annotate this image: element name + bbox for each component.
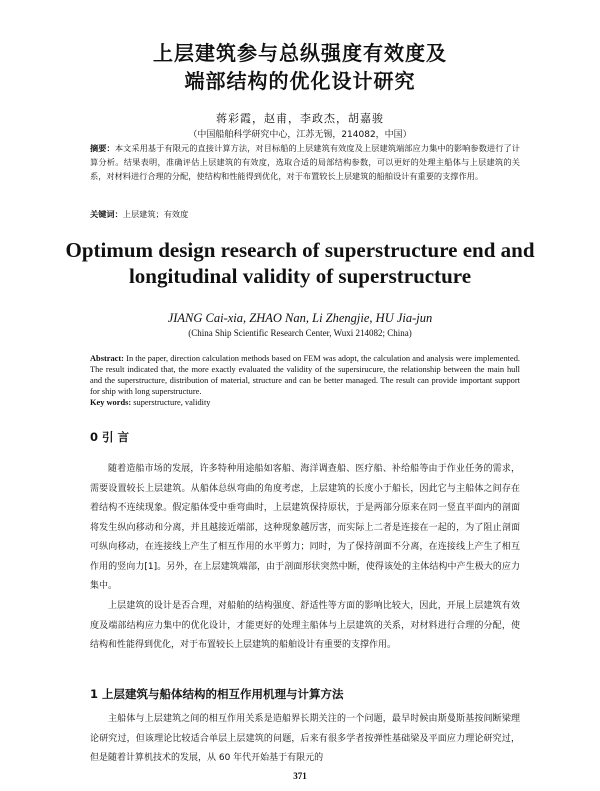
- cn-abstract-label: 摘要：: [90, 143, 115, 153]
- cn-abstract-text: 本文采用基于有限元的直接计算方法，对目标船的上层建筑有效度及上层建筑端部应力集中的影响参数进行了计算分析。结果表明，准确评估上层建筑的有效度，选取合适的局部结构参数，可以更好的处理主船体与上层建筑的关系，对材料进行合理的分配，使结构和性能得到优化，对于布置较长上层建筑的船舶设计有重要的支撑作用。: [90, 143, 520, 181]
- en-affiliation: (China Ship Scientific Research Center, Wuxi 214082; China): [188, 328, 412, 338]
- page-number: 371: [293, 771, 307, 781]
- en-keywords-label: Key words:: [90, 398, 132, 407]
- cn-abstract: [90, 141, 520, 183]
- en-abstract-label: Abstract:: [90, 354, 124, 363]
- cn-title-line2: 端部结构的优化设计研究: [184, 69, 416, 93]
- section-0-heading: 0 引 言: [90, 430, 130, 444]
- cn-authors: 蒋彩霞，赵甫，李政杰，胡嘉骏: [216, 112, 384, 125]
- section-1-heading: 1 上层建筑与船体结构的相互作用机理与计算方法: [90, 687, 344, 701]
- en-title-line2: longitudinal validity of superstructure: [128, 264, 472, 288]
- en-abstract: [90, 353, 520, 397]
- en-abstract-text: In the paper, direction calculation methods based on FEM was adopt, the calculation and analysis were implemented. The result indicated that, the more exactly evaluated the validity of the supersirucure, the relationship between the main hull and the superstructure, distribution of material, structure and can be better managed. The result can provide important support for ship with long superstructure.: [90, 354, 520, 396]
- cn-affiliation: （中国船舶科学研究中心，江苏无锡，214082，中国）: [188, 130, 412, 140]
- cn-keywords: [90, 207, 520, 221]
- en-authors: JIANG Cai-xia, ZHAO Nan, Li Zhengjie, HU Jia-jun: [167, 311, 433, 325]
- cn-title-line1: 上层建筑参与总纵强度有效度及: [153, 41, 447, 65]
- cn-keywords-label: 关键词：: [90, 209, 123, 219]
- en-keywords-text: superstructure, validity: [133, 398, 211, 407]
- cn-keywords-text: 上层建筑；有效度: [122, 209, 189, 219]
- section-0-paragraph-1: 随着造船市场的发展，许多特种用途船如客船、海洋调查船、医疗船、补给船等由于作业任务的需求，需要设置较长上层建筑。从船体总纵弯曲的角度考虑，上层建筑的长度小于船长，因此它与主船体之间存在着结构不连续现象。假定船体受中垂弯曲时，上层建筑保持原状，于是两部分原来在同一竖直平面内的剖面将发生纵向移动和分离，并且越接近端部，这种现象越厉害，而实际上二者是连接在一起的，为了阻止剖面可纵向移动，在连接线上产生了相互作用的水平剪力；同时，为了保持剖面不分离，在连接线上产生了相互作用的竖向力[1]。另外，在上层建筑端部，由于剖面形状突然中断，使得该处的主体结构中产生极大的应力集中。: [90, 464, 520, 591]
- en-title-line1: Optimum design research of superstructure end and: [65, 238, 535, 262]
- section-0-paragraph-2: 上层建筑的设计是否合理，对船舶的结构强度、舒适性等方面的影响比较大，因此，开展上层建筑有效度及端部结构应力集中的优化设计，才能更好的处理主船体与上层建筑的关系，对材料进行合理的分配，使结构和性能得到优化，对于布置较长上层建筑的船舶设计有重要的支撑作用。: [90, 601, 520, 650]
- section-1-paragraph-1: 主船体与上层建筑之间的相互作用关系是造船界长期关注的一个问题，最早时候由斯曼斯基按间断梁理论研究过，但该理论比较适合单层上层建筑的问题，后来有很多学者按弹性基础梁及平面应力理论研究过，但是随着计算机技术的发展，从 60 年代开始基于有限元的: [90, 714, 520, 763]
- en-keywords: [90, 397, 520, 408]
